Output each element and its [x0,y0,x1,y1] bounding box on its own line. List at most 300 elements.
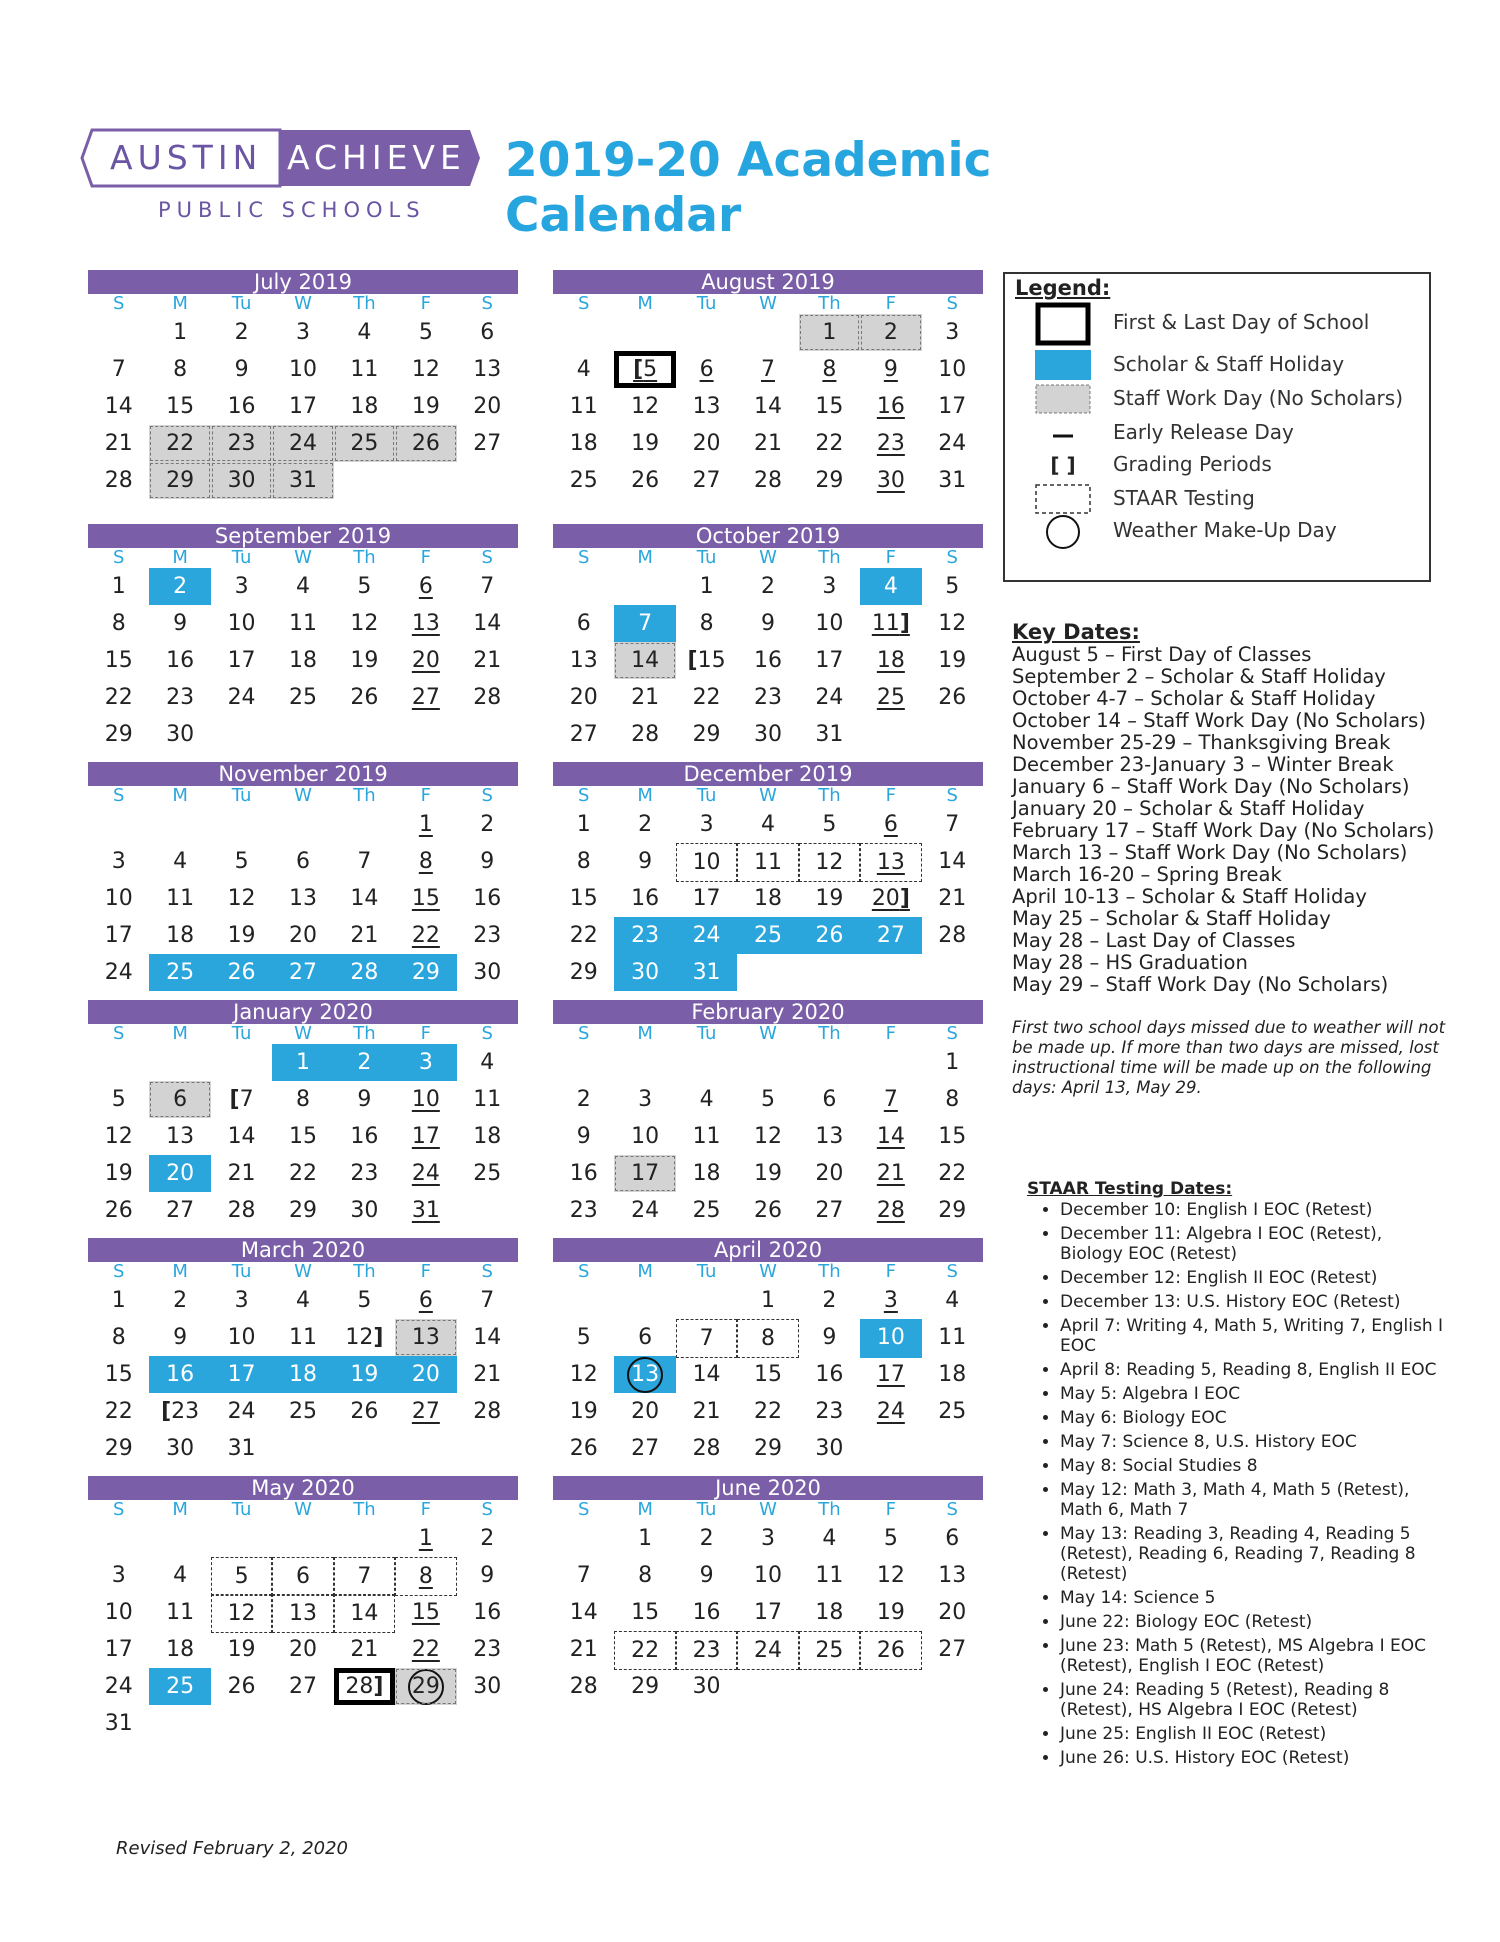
calendar-day: 16 [350,1124,379,1149]
calendar-day: 6 [149,1081,210,1118]
early-release-icon [1035,418,1091,448]
weekday-label: Tu [696,1261,717,1282]
weekday-header [88,786,518,806]
logo-text-achieve: ACHIEVE [287,138,466,177]
weekday-label: Th [818,1261,841,1282]
calendar-day: 28 [631,722,660,747]
calendar-day: 10 [227,611,256,636]
weekday-header [553,1500,983,1520]
calendar-day: 19 [104,1161,133,1186]
calendar-day: 27 [272,954,333,991]
calendar-day: 30 [473,960,502,985]
calendar-day: 24 [938,431,967,456]
calendar-week [553,425,983,462]
calendar-day: 1 [699,574,714,599]
calendar-day: 6 [576,611,591,636]
calendar-empty-cell [676,314,737,351]
calendar-day: 16 [569,1161,598,1186]
calendar-day: 6 [480,320,495,345]
key-date-item: February 17 – Staff Work Day (No Scholars) [1012,819,1435,842]
weekday-header [553,1024,983,1044]
calendar-day: 27 [411,1399,440,1424]
calendar-empty-cell [614,1282,675,1319]
month-calendar [88,270,518,510]
calendar-week [88,462,518,499]
calendar-day: 1 [638,1526,653,1551]
staar-item: • June 26: U.S. History EOC (Retest) [1060,1748,1447,1768]
calendar-day: 24 [227,685,256,710]
calendar-day: 19 [411,394,440,419]
calendar-day: 3 [234,1288,249,1313]
weekday-label: S [481,785,493,806]
calendar-day: 23 [350,1161,379,1186]
calendar-day: 10 [676,843,737,882]
calendar-day: 16 [631,886,660,911]
calendar-day: 21 [631,685,660,710]
calendar-day: 25 [149,1668,210,1705]
key-date-item: March 16-20 – Spring Break [1012,863,1282,886]
calendar-day: 20 [149,1155,210,1192]
calendar-week [553,1393,983,1430]
calendar-day: 11 [166,886,195,911]
calendar-day: 10 [227,1325,256,1350]
calendar-empty-cell [553,1282,614,1319]
weekday-label: S [481,1261,493,1282]
calendar-day: 18 [569,431,598,456]
calendar-week [553,314,983,351]
school-logo [80,128,480,223]
calendar-day: 3 [234,574,249,599]
calendar-day: 4 [173,849,188,874]
calendar-empty-cell [211,1044,272,1081]
calendar-day: 14 [692,1362,721,1387]
calendar-day: 26 [211,954,272,991]
calendar-empty-cell [211,1520,272,1557]
calendar-day: 16 [166,648,195,673]
weekday-label: Tu [231,785,252,806]
weekday-label: S [946,1261,958,1282]
calendar-day: 5 [945,574,960,599]
calendar-day: 19 [227,1637,256,1662]
weekday-label: S [577,293,590,314]
calendar-day: 13 [614,1356,675,1393]
calendar-day: 17 [411,1124,440,1149]
calendar-day: 26 [753,1198,782,1223]
calendar-day: 1 [576,812,591,837]
calendar-day: 26 [860,1631,921,1670]
calendar-day: 28 [753,468,782,493]
calendar-day: 28 [334,954,395,991]
calendar-week [88,1631,518,1668]
weekday-label: Th [353,547,376,568]
weekday-label: S [112,1499,125,1520]
calendar-week [553,880,983,917]
calendar-day: 16 [753,648,782,673]
calendar-week [88,351,518,388]
holiday-icon [1035,350,1091,380]
calendar-day: 5 [211,1557,272,1596]
calendar-day: 16 [473,886,502,911]
calendar-day: 25 [569,468,598,493]
calendar-day: 15 [411,1600,440,1625]
staar-section [1027,1178,1447,1772]
calendar-day: 16 [876,394,905,419]
calendar-empty-cell [211,806,272,843]
calendar-day: 2 [860,314,921,351]
calendar-day: 12 [631,394,660,419]
calendar-day: 31 [815,722,844,747]
calendar-day: 27 [692,468,721,493]
calendar-day: 12 [104,1124,133,1149]
calendar-day: 5 [760,1087,775,1112]
calendar-day: 20 [938,1600,967,1625]
calendar-day: 5 [357,1288,372,1313]
calendar-week [553,462,983,499]
calendar-day: 22 [104,685,133,710]
calendar-day: 29 [395,954,456,991]
calendar-day: 29 [104,1436,133,1461]
calendar-week [88,425,518,462]
calendar-day: 10 [104,1600,133,1625]
calendar-day: [ 5 [614,351,675,388]
calendar-day: 23 [815,1399,844,1424]
weekday-label: Tu [231,1023,252,1044]
calendar-day: 12 ] [334,1319,395,1356]
weekday-label: F [420,1261,432,1282]
month-calendar [88,1000,518,1240]
calendar-day: 17 [876,1362,905,1387]
calendar-day: 25 [737,917,798,954]
calendar-day: 30 [753,722,782,747]
calendar-day: 13 [692,394,721,419]
calendar-week [553,1282,983,1319]
calendar-day: 24 [737,1631,798,1670]
staar-item: • May 14: Science 5 [1060,1588,1447,1608]
calendar-day: 11 [166,1600,195,1625]
calendar-day: 14 [473,611,502,636]
calendar-day: 9 [883,357,898,382]
calendar-day: 24 [411,1161,440,1186]
staar-item: • June 22: Biology EOC (Retest) [1060,1612,1447,1632]
calendar-day: 31 [411,1198,440,1223]
calendar-day: 26 [350,1399,379,1424]
calendar-day: 23 [211,425,272,462]
weekday-label: S [112,1023,125,1044]
staar-list [1027,1200,1447,1768]
weekday-label: M [172,547,188,568]
calendar-empty-cell [614,1044,675,1081]
weekday-label: F [885,785,897,806]
weekday-label: Th [818,785,841,806]
calendar-day: 29 [288,1198,317,1223]
calendar-day: 1 [111,574,126,599]
calendar-empty-cell [553,1520,614,1557]
calendar-day: 3 [883,1288,898,1313]
calendar-day: 7 [945,812,960,837]
calendar-day: 22 [411,923,440,948]
calendar-day: 26 [569,1436,598,1461]
key-date-item: October 14 – Staff Work Day (No Scholars) [1012,709,1426,732]
weekday-label: S [577,1261,590,1282]
calendar-day: 19 [350,648,379,673]
key-date-item: January 20 – Scholar & Staff Holiday [1012,797,1365,820]
calendar-day: 13 [569,648,598,673]
legend-label: Early Release Day [1113,420,1294,444]
weekday-label: Tu [231,547,252,568]
calendar-day: 8 [576,849,591,874]
key-date-item: December 23-January 3 – Winter Break [1012,753,1394,776]
calendar-day: 15 [288,1124,317,1149]
calendar-empty-cell [799,1044,860,1081]
staar-item: • April 7: Writing 4, Math 5, Writing 7, English I EOC [1060,1316,1447,1356]
calendar-empty-cell [922,954,983,991]
workday-icon [1035,384,1091,414]
legend-title: Legend: [1015,276,1111,300]
logo-text-austin: AUSTIN [110,138,263,177]
calendar-empty-cell [334,806,395,843]
calendar-day: 17 [211,1356,272,1393]
weekday-label: Th [353,1023,376,1044]
calendar-day: 22 [938,1161,967,1186]
calendar-day: 26 [631,468,660,493]
calendar-day: 8 [418,849,433,874]
calendar-day: 31 [676,954,737,991]
calendar-empty-cell [272,806,333,843]
calendar-week [553,1430,983,1467]
calendar-day: 26 [227,1674,256,1699]
weekday-label: F [885,1261,897,1282]
calendar-week [553,642,983,679]
calendar-day: 4 [295,574,310,599]
calendar-day: 28 [876,1198,905,1223]
calendar-day: 29 [692,722,721,747]
weekday-label: S [577,785,590,806]
month-title: January 2020 [88,1000,518,1024]
calendar-day: 9 [638,849,653,874]
calendar-day: 27 [815,1198,844,1223]
calendar-day: 18 [272,1356,333,1393]
page-title: 2019-20 Academic Calendar [505,133,992,243]
calendar-day: 28 [692,1436,721,1461]
calendar-day: 22 [569,923,598,948]
calendar-day: 21 [104,431,133,456]
calendar-day: 4 [945,1288,960,1313]
calendar-day: 15 [631,1600,660,1625]
month-title: September 2019 [88,524,518,548]
calendar-day: 6 [822,1087,837,1112]
weekday-label: F [420,785,432,806]
calendar-week [88,642,518,679]
staar-item: • May 6: Biology EOC [1060,1408,1447,1428]
calendar-day: 29 [753,1436,782,1461]
calendar-day: 1 [799,314,860,351]
calendar-day: 1 [418,812,433,837]
key-date-item: April 10-13 – Scholar & Staff Holiday [1012,885,1367,908]
calendar-day: 12 [938,611,967,636]
key-date-item: May 28 – Last Day of Classes [1012,929,1296,952]
calendar-day: 15 [411,886,440,911]
calendar-day: 31 [227,1436,256,1461]
calendar-week [553,716,983,753]
weekday-label: F [885,293,897,314]
staar-title: STAAR Testing Dates: [1027,1179,1233,1199]
month-title: June 2020 [553,1476,983,1500]
calendar-day: 25 [692,1198,721,1223]
calendar-day: 27 [411,685,440,710]
calendar-day: 8 [737,1319,798,1358]
calendar-day: 18 [473,1124,502,1149]
calendar-week [88,1594,518,1631]
calendar-day: 11 [569,394,598,419]
calendar-empty-cell [211,716,272,753]
month-title: November 2019 [88,762,518,786]
calendar-day: 17 [288,394,317,419]
legend-label: Scholar & Staff Holiday [1113,352,1345,376]
staar-item: • December 13: U.S. History EOC (Retest) [1060,1292,1447,1312]
calendar-day: 30 [692,1674,721,1699]
calendar-day: 23 [753,685,782,710]
calendar-day: 14 [104,394,133,419]
calendar-day: 26 [350,685,379,710]
month-title: December 2019 [553,762,983,786]
calendar-day: 12 [569,1362,598,1387]
calendar-day: 2 [699,1526,714,1551]
calendar-empty-cell [88,314,149,351]
weekday-label: S [481,547,493,568]
legend-row-workday [1035,382,1425,412]
calendar-day: 14 [350,886,379,911]
legend-row-early-release [1035,416,1425,446]
legend-label: Weather Make-Up Day [1113,518,1337,542]
calendar-day: 3 [638,1087,653,1112]
calendar-day: 2 [822,1288,837,1313]
calendar-day: 20 ] [860,880,921,917]
calendar-day: 9 [576,1124,591,1149]
calendar-empty-cell [149,806,210,843]
calendar-day: 20 [569,685,598,710]
weekday-label: Th [818,1499,841,1520]
calendar-day: 4 [576,357,591,382]
calendar-day: 30 [876,468,905,493]
calendar-day: 14 [334,1594,395,1633]
calendar-day: 11 [288,611,317,636]
calendar-day: 16 [692,1600,721,1625]
calendar-week [553,954,983,991]
calendar-week [88,1668,518,1705]
month-calendar [88,524,518,764]
key-date-item: May 25 – Scholar & Staff Holiday [1012,907,1331,930]
calendar-day: 4 [480,1050,495,1075]
weekday-header [88,294,518,314]
calendar-day: 27 [288,1674,317,1699]
legend-row-weather [1035,514,1425,544]
calendar-week [553,1044,983,1081]
weekday-label: M [637,293,653,314]
calendar-day: [ 23 [149,1393,210,1430]
calendar-day: 4 [357,320,372,345]
calendar-empty-cell [737,954,798,991]
calendar-day: 14 [753,394,782,419]
calendar-empty-cell [922,1668,983,1705]
calendar-day: 24 [227,1399,256,1424]
calendar-day: 11 [288,1325,317,1350]
calendar-week [88,605,518,642]
calendar-day: 1 [760,1288,775,1313]
calendar-day: 20 [815,1161,844,1186]
legend-label: First & Last Day of School [1113,310,1370,334]
weekday-label: S [577,547,590,568]
weekday-label: W [759,293,777,314]
calendar-empty-cell [272,716,333,753]
weekday-header [88,1024,518,1044]
weekday-label: M [172,1023,188,1044]
calendar-day: 11 [692,1124,721,1149]
calendar-day: 19 [815,886,844,911]
calendar-week [88,1430,518,1467]
calendar-day: 9 [357,1087,372,1112]
calendar-week [88,1118,518,1155]
calendar-day: 2 [149,568,210,605]
weekday-label: Th [353,1261,376,1282]
calendar-day: 31 [272,462,333,499]
calendar-day: 10 [815,611,844,636]
calendar-day: 2 [760,574,775,599]
calendar-day: 25 [799,1631,860,1670]
calendar-day: 21 [692,1399,721,1424]
calendar-day: 16 [227,394,256,419]
calendar-day: 3 [699,812,714,837]
calendar-day: 28 ] [334,1668,395,1705]
calendar-day: 17 [692,886,721,911]
calendar-day: 23 [876,431,905,456]
calendar-day: 26 [938,685,967,710]
weekday-label: S [577,1499,590,1520]
calendar-day: 10 [860,1319,921,1358]
calendar-day: 29 [104,722,133,747]
calendar-week [88,880,518,917]
calendar-day: 7 [480,574,495,599]
weekday-label: M [637,785,653,806]
calendar-day: 25 [876,685,905,710]
calendar-day: 25 [288,1399,317,1424]
month-title: April 2020 [553,1238,983,1262]
weekday-label: F [885,1023,897,1044]
calendar-week [88,1393,518,1430]
calendar-week [553,1631,983,1668]
calendar-empty-cell [334,1705,395,1742]
calendar-day: 20 [288,923,317,948]
calendar-day: 8 [945,1087,960,1112]
weekday-label: S [946,785,958,806]
calendar-empty-cell [395,716,456,753]
calendar-empty-cell [149,1520,210,1557]
calendar-week [553,806,983,843]
calendar-day: 25 [473,1161,502,1186]
legend-row-staar [1035,482,1425,512]
calendar-week [553,1081,983,1118]
calendar-day: 18 [815,1600,844,1625]
calendar-empty-cell [860,1430,921,1467]
calendar-day: 12 [753,1124,782,1149]
calendar-day: 6 [699,357,714,382]
calendar-day: 7 [334,1557,395,1596]
calendar-day: 3 [111,1563,126,1588]
weekday-label: Tu [696,1499,717,1520]
logo-subtitle: PUBLIC SCHOOLS [158,198,426,222]
weekday-label: M [637,1023,653,1044]
calendar-day: 24 [104,1674,133,1699]
calendar-day: 6 [418,574,433,599]
